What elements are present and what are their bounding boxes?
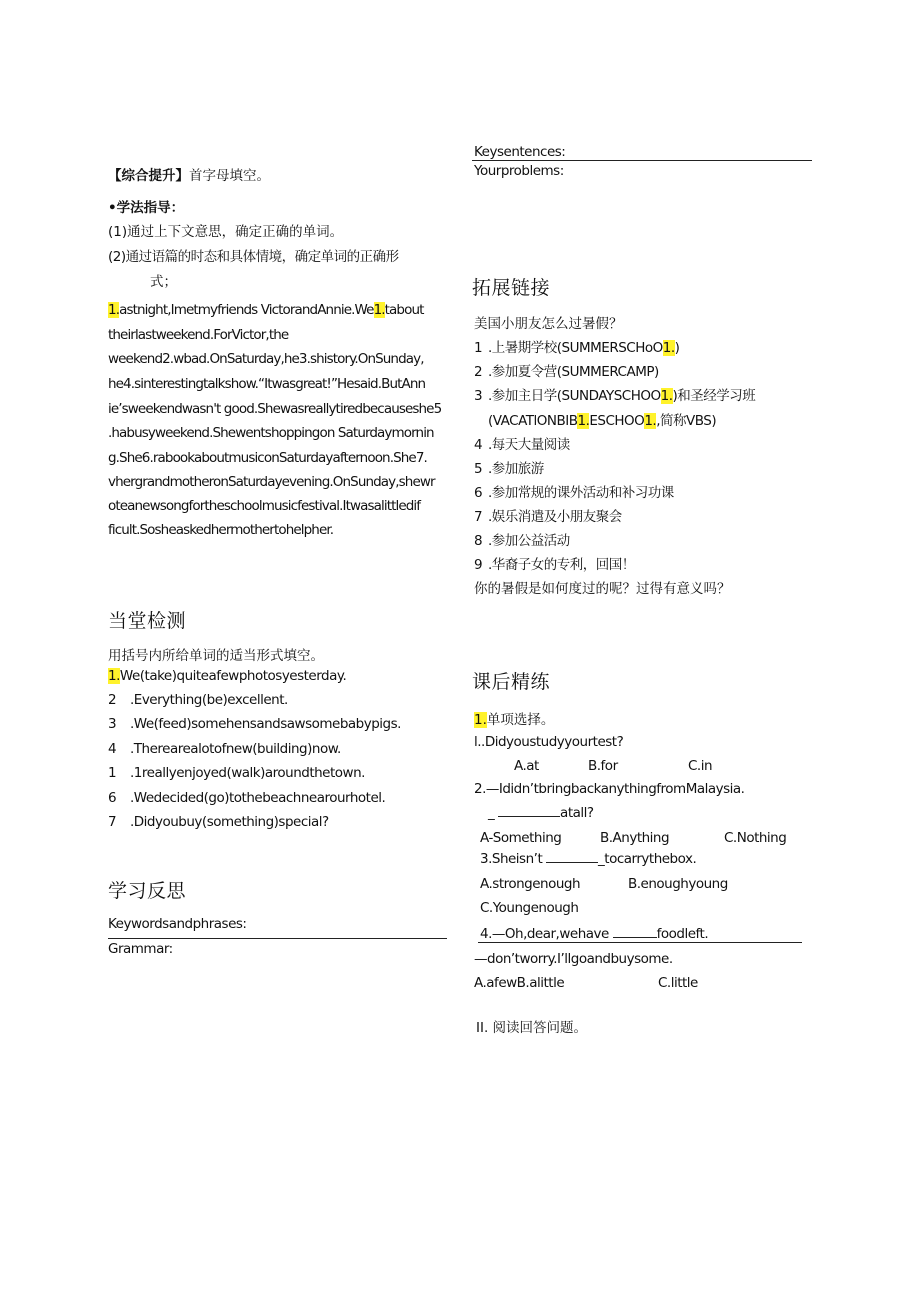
section-instruction: 首字母填空。 [189,168,270,184]
section-heading-comprehensive [108,164,270,184]
question-4-options-ab: A.afewB.alittle [474,975,565,991]
answer-blank [498,816,560,817]
section-title-extension: 拓展链接 [472,277,551,299]
extension-item-4: 4 .每天大量阅读 [474,437,570,453]
paragraph-line-2: theirlastweekend.ForVictor,the [108,327,289,343]
question-2: 2.—Ididn’tbringbackanythingfromMalaysia. [474,781,745,797]
method-guide-item-2: (2)通过语篇的时态和具体情境，确定单词的正确形 [108,249,399,265]
test-instruction: 用括号内所给单词的适当形式填空。 [108,648,324,664]
question-4: 4.—Oh,dear,wehave foodleft. [480,926,709,942]
key-sentences-underline [472,160,812,161]
question-3-option-c: C.Youngenough [480,900,579,916]
homework-section-1: 1.单项选择。 [474,712,555,728]
question-4-underline [478,942,802,943]
grammar-label: Grammar: [108,941,173,957]
question-3-option-a: A.strongenough [480,876,581,892]
your-problems-label: Yourproblems: [474,163,564,179]
paragraph-line-1: 1.astnight,Imetmyfriends VictorandAnnie.We1.tabout [108,302,424,318]
highlight-marker: 1. [108,668,120,684]
question-2-option-c: C.Nothing [724,830,787,846]
key-sentences-label: Keysentences: [474,144,566,160]
section-title-class-test: 当堂检测 [108,610,187,632]
test-item-7: 7 .Didyoubuy(something)special? [108,814,329,830]
paragraph-line-3: weekend2.wbad.OnSaturday,he3.shistory.OnSunday, [108,351,424,367]
question-1-option-b: B.for [588,758,618,774]
extension-item-3-cont: (VACATlONBIB1.ESCHOO1.,简称VBS) [488,413,717,429]
paragraph-line-8: vhergrandmotheronSaturdayevening.OnSunday,shewr [108,474,435,490]
test-item-2: 2 .Everything(be)excellent. [108,692,288,708]
section-bracket-title: 【综合提升】 [108,168,189,184]
highlight-marker: 1. [577,413,590,429]
highlight-marker: 1. [108,302,120,318]
question-4-response: —don’tworry.I’llgoandbuysome. [474,951,673,967]
extension-item-5: 5 .参加旅游 [474,461,544,477]
answer-blank [613,937,657,938]
question-3-option-b: B.enoughyoung [628,876,728,892]
test-item-3: 3 .We(feed)somehensandsawsomebabypigs. [108,716,401,732]
paragraph-line-4: he4.sinterestingtalkshow.“Itwasgreat!”Hesaid.ButAnn [108,376,426,392]
extension-item-9: 9 .华裔子女的专利，回国！ [474,557,635,573]
answer-blank [546,862,598,863]
homework-section-2: II. 阅读回答问题。 [476,1020,588,1036]
keywords-label: Keywordsandphrases: [108,916,247,932]
paragraph-line-10: ficult.Sosheaskedhermothertohelpher. [108,522,334,538]
extension-item-3: 3 .参加主日学(SUNDAYSCHOO1.)和圣经学习班 [474,388,756,404]
paragraph-line-9: oteanewsongfortheschoolmusicfestival.Itwasalittledif [108,498,421,514]
extension-item-6: 6 .参加常规的课外活动和补习功课 [474,485,674,501]
question-1-option-c: C.in [688,758,713,774]
question-2-blank-line: _ atall? [488,805,594,821]
highlight-marker: 1. [644,413,657,429]
question-1: l..Didyoustudyyourtest? [474,734,624,750]
highlight-marker: 1. [474,712,487,728]
extension-item-1: 1 .上暑期学校(SUMMERSCHoO1.) [474,340,680,356]
question-4-option-c: C.little [658,975,698,991]
paragraph-line-5: ie’sweekendwasn't good.Shewasreallytiredbecauseshe5 [108,401,442,417]
test-item-5: 1 .1reallyenjoyed(walk)aroundthetown. [108,765,365,781]
extension-item-8: 8 .参加公益活动 [474,533,570,549]
test-item-6: 6 .Wedecided(go)tothebeachnearourhotel. [108,790,386,806]
question-2-option-a: A-Something [480,830,562,846]
test-item-4: 4 .Therearealotofnew(building)now. [108,741,341,757]
keywords-underline [108,938,447,939]
section-title-homework: 课后精练 [472,671,551,693]
method-guide-title: •学法指导： [108,200,185,216]
paragraph-line-6: .habusyweekend.Shewentshoppingon Saturdaymornin [108,425,434,441]
extension-closing-question: 你的暑假是如何度过的呢？过得有意义吗？ [474,581,731,597]
extension-item-2: 2 .参加夏令营(SUMMERCAMP) [474,364,659,380]
question-2-option-b: B.Anything [600,830,670,846]
highlight-marker: 1. [660,388,673,404]
question-1-option-a: A.at [514,758,539,774]
highlight-marker: 1. [373,302,385,318]
question-3: 3.Sheisn’t _tocarrythebox. [480,851,697,867]
paragraph-line-7: g.She6.rabookaboutmusiconSaturdayafternoon.She7. [108,450,427,466]
section-title-reflection: 学习反思 [108,880,187,902]
test-item-1: 1.We(take)quiteafewphotosyesterday. [108,668,347,684]
method-guide-item-1: (1)通过上下文意思，确定正确的单词。 [108,224,344,240]
highlight-marker: 1. [662,340,675,356]
extension-item-7: 7 .娱乐消遣及小朋友聚会 [474,509,622,525]
method-guide-item-2-cont: 式； [150,274,177,290]
extension-question: 美国小朋友怎么过暑假？ [474,316,623,332]
